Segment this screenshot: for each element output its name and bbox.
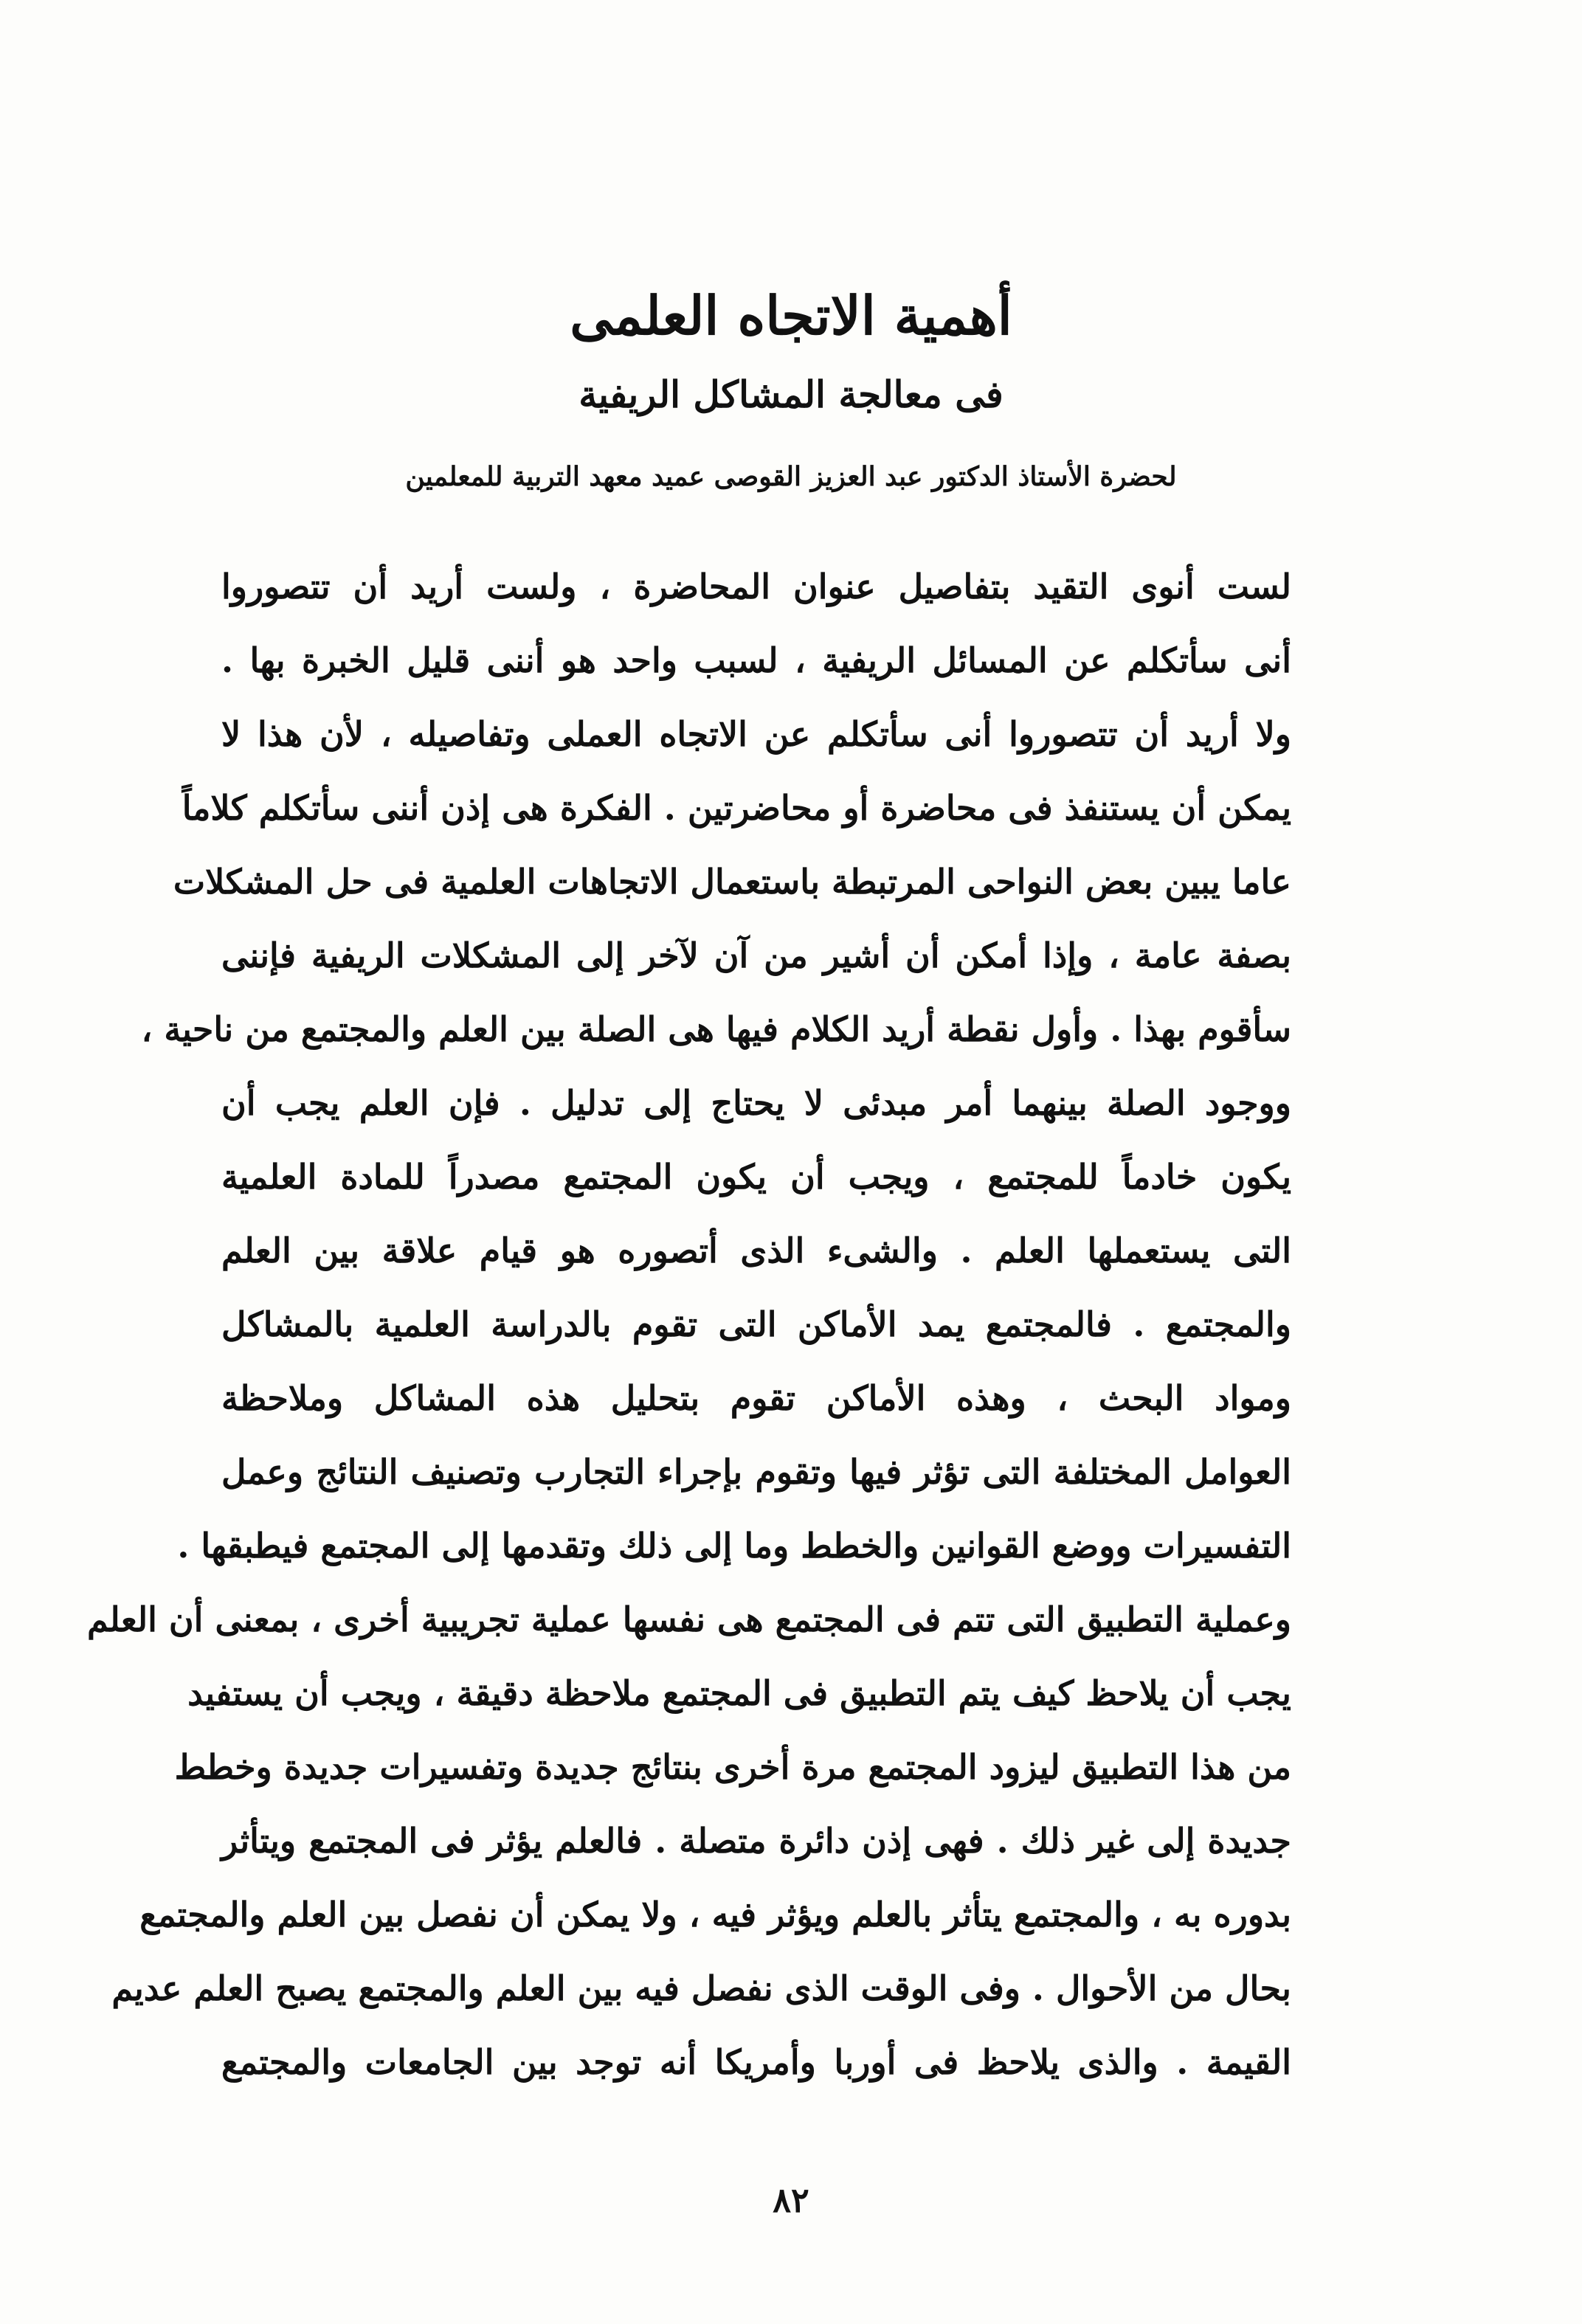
body-line: لست أنوى التقيد بتفاصيل عنوان المحاضرة ، ولست أريد أن تتصوروا bbox=[221, 567, 1291, 606]
body-line: ومواد البحث ، وهذه الأماكن تقوم بتحليل هذه المشاكل وملاحظة bbox=[221, 1378, 1291, 1418]
body-line: يجب أن يلاحظ كيف يتم التطبيق فى المجتمع ملاحظة دقيقة ، ويجب أن يستفيد bbox=[187, 1673, 1291, 1713]
page-title: أهمية الاتجاه العلمى bbox=[570, 284, 1012, 347]
body-line: جديدة إلى غير ذلك . فهى إذن دائرة متصلة . فالعلم يؤثر فى المجتمع ويتأثر bbox=[221, 1821, 1291, 1861]
body-text bbox=[87, 550, 1291, 2099]
body-line: من هذا التطبيق ليزود المجتمع مرة أخرى بنتائج جديدة وتفسيرات جديدة وخطط bbox=[174, 1747, 1291, 1787]
body-line: يمكن أن يستنفذ فى محاضرة أو محاضرتين . الفكرة هى إذن أننى سأتكلم كلاماً bbox=[182, 788, 1291, 828]
body-line: العوامل المختلفة التى تؤثر فيها وتقوم بإجراء التجارب وتصنيف النتائج وعمل bbox=[221, 1452, 1291, 1492]
body-line: والمجتمع . فالمجتمع يمد الأماكن التى تقوم بالدراسة العلمية بالمشاكل bbox=[221, 1304, 1291, 1344]
body-line: القيمة . والذى يلاحظ فى أوربا وأمريكا أنه توجد بين الجامعات والمجتمع bbox=[221, 2042, 1291, 2082]
body-line: ووجود الصلة بينهما أمر مبدئى لا يحتاج إلى تدليل . فإن العلم يجب أن bbox=[221, 1083, 1291, 1123]
body-line: يكون خادماً للمجتمع ، ويجب أن يكون المجتمع مصدراً للمادة العلمية bbox=[221, 1157, 1291, 1197]
page-subtitle: فى معالجة المشاكل الريفية bbox=[578, 373, 1004, 416]
body-line: أنى سأتكلم عن المسائل الريفية ، لسبب واحد هو أننى قليل الخبرة بها . bbox=[221, 640, 1291, 680]
body-line: بصفة عامة ، وإذا أمكن أن أشير من آن لآخر إلى المشكلات الريفية فإننى bbox=[221, 936, 1291, 975]
body-line: سأقوم بهذا . وأول نقطة أريد الكلام فيها هى الصلة بين العلم والمجتمع من ناحية ، bbox=[141, 1009, 1291, 1049]
body-line: ولا أريد أن تتصوروا أنى سأتكلم عن الاتجاه العملى وتفاصيله ، لأن هذا لا bbox=[221, 714, 1291, 754]
author-line: لحضرة الأستاذ الدكتور عبد العزيز القوصى عميد معهد التربية للمعلمين bbox=[405, 461, 1177, 492]
body-line: التفسيرات ووضع القوانين والخطط وما إلى ذلك وتقدمها إلى المجتمع فيطبقها . bbox=[177, 1526, 1291, 1566]
body-line: بحال من الأحوال . وفى الوقت الذى نفصل فيه بين العلم والمجتمع يصبح العلم عديم bbox=[111, 1968, 1291, 2008]
page-number: ٨٢ bbox=[773, 2180, 809, 2220]
body-line: وعملية التطبيق التى تتم فى المجتمع هى نفسها عملية تجريبية أخرى ، بمعنى أن العلم bbox=[87, 1600, 1291, 1639]
body-line: بدوره به ، والمجتمع يتأثر بالعلم ويؤثر فيه ، ولا يمكن أن نفصل بين العلم والمجتمع bbox=[139, 1895, 1291, 1934]
body-line: عاما يبين بعض النواحى المرتبطة باستعمال الاتجاهات العلمية فى حل المشكلات bbox=[173, 862, 1291, 902]
body-line: التى يستعملها العلم . والشىء الذى أتصوره هو قيام علاقة بين العلم bbox=[221, 1231, 1291, 1270]
